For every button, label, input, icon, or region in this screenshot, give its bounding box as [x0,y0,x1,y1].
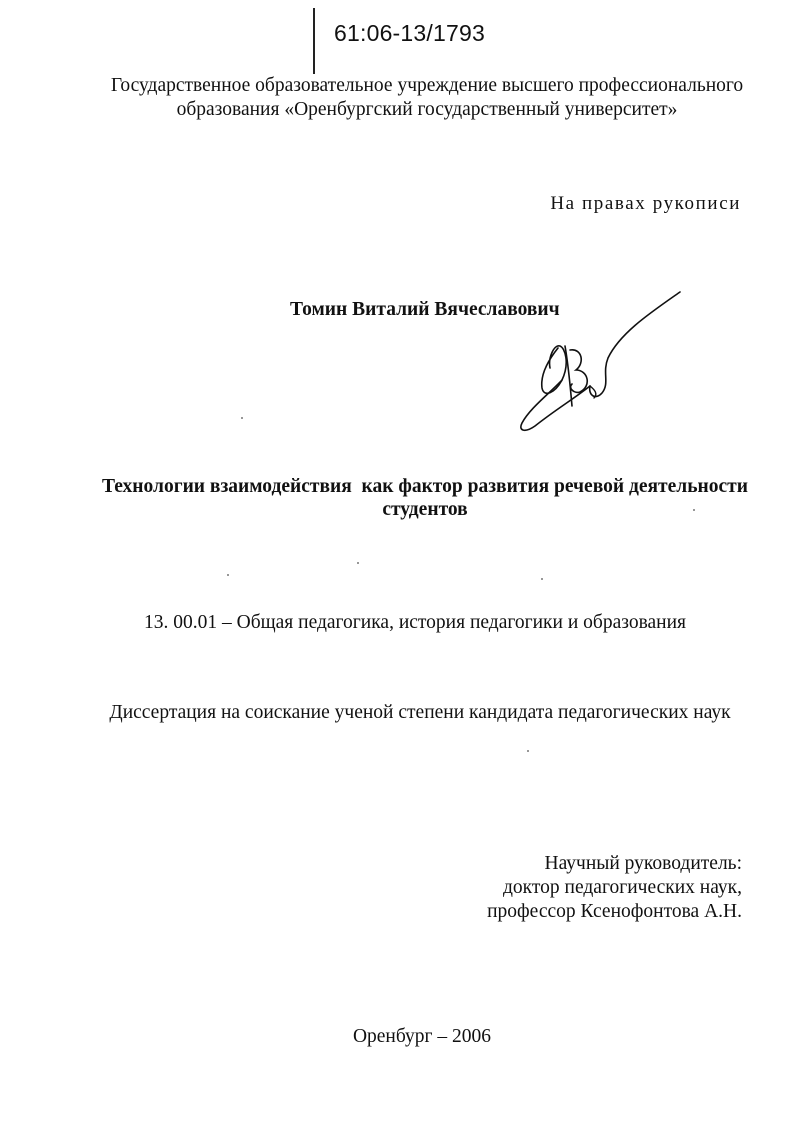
city-year: Оренбург – 2006 [352,1026,492,1047]
specialty-code: 13. 00.01 – Общая педагогика, история педагогики и образования [143,612,687,633]
supervisor-degree: доктор педагогических наук, [503,877,742,898]
degree-statement: Диссертация на соискание ученой степени кандидата педагогических наук [109,702,731,723]
title-line-2: студентов [382,499,468,520]
scan-speck [541,578,543,580]
manuscript-note: На правах рукописи [550,193,741,214]
dissertation-title [80,475,770,521]
scan-speck [227,574,229,576]
scan-speck [527,750,529,752]
supervisor-label: Научный руководитель: [544,853,742,874]
institution-line-2: образования «Оренбургский государственный университет» [176,99,678,120]
institution-line-1: Государственное образовательное учреждение высшего профессионального [110,75,744,96]
title-line-1: Технологии взаимодействия как фактор развития речевой деятельности [102,476,748,497]
scan-speck [693,509,695,511]
handwritten-signature [510,288,700,438]
scan-speck [357,562,359,564]
archive-code: 61:06-13/1793 [334,20,485,46]
supervisor-name: профессор Ксенофонтова А.Н. [487,901,742,922]
author-name: Томин Виталий Вячеславович [290,299,560,320]
scan-speck [241,417,243,419]
institution-name [60,74,794,122]
margin-line [313,8,315,74]
supervisor-block [487,852,742,924]
